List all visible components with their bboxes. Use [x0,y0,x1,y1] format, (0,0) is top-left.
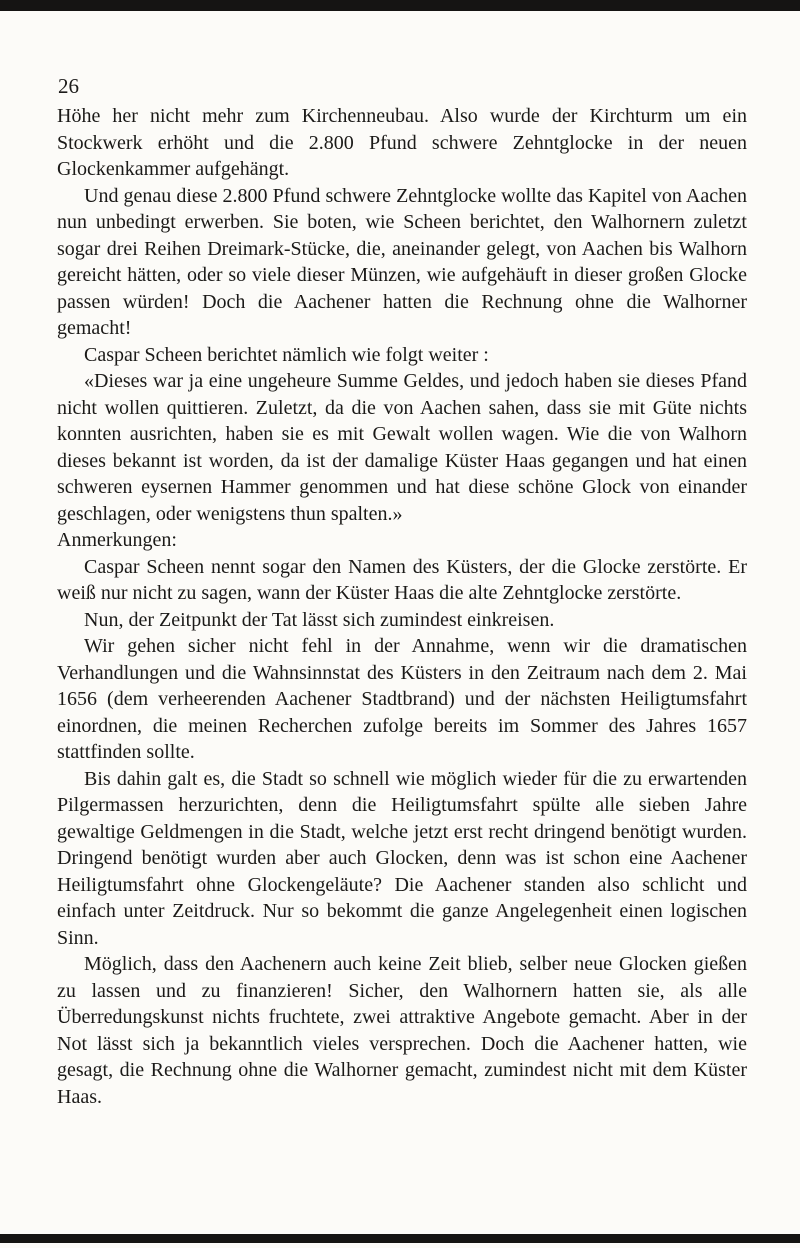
page-text [57,103,747,1110]
annotations-heading: Anmerkungen: [57,529,177,551]
paragraph: Und genau diese 2.800 Pfund schwere Zehntglocke wollte das Kapitel von Aachen nun unbedingt erwerben. Sie boten, wie Scheen berichtet, den Walhornern zuletzt sogar drei Reihen Dreimark-Stücke, die, aneinander gelegt, von Aachen bis Walhorn gereicht hätten, oder so viele dieser Münzen, wie aufgehäuft in dieser großen Glocke passen würden! Doch die Aachener hatten die Rechnung ohne die Walhorner gemacht! [57,184,747,339]
paragraph: Möglich, dass den Aachenern auch keine Zeit blieb, selber neue Glocken gießen zu lassen und zu finanzieren! Sicher, den Walhornern hatten sie, als alle Überredungskunst nichts fruchtete, zwei attraktive Angebote gemacht. Aber in der Not lässt sich ja bekanntlich vieles versprechen. Doch die Aachener hatten, wie gesagt, die Rechnung ohne die Walhorner gemacht, zumindest nicht mit dem Küster Haas. [57,953,747,1108]
paragraph: Caspar Scheen nennt sogar den Namen des Küsters, der die Glocke zerstörte. Er weiß nur nicht zu sagen, wann der Küster Haas die alte Zehntglocke zerstörte. [57,555,747,604]
paragraph-continuation: Höhe her nicht mehr zum Kirchenneubau. Also wurde der Kirchturm um ein Stockwerk erhöht und die 2.800 Pfund schwere Zehntglocke in der neuen Glockenkammer aufgehängt. [57,105,747,180]
scan-edge-top [0,0,800,11]
paragraph: Nun, der Zeitpunkt der Tat lässt sich zumindest einkreisen. [84,608,555,631]
page-number: 26 [58,74,79,98]
quote-paragraph: «Dieses war ja eine ungeheure Summe Geldes, und jedoch haben sie dieses Pfand nicht wollen quittieren. Zuletzt, da die von Aachen sahen, dass sie mit Güte nichts konnten ausrichten, haben sie es mit Gewalt wollen wagen. Wie die von Walhorn dieses bekannt ist worden, da ist der damalige Küster Haas gegangen und hat einen schweren eysernen Hammer genommen und hat diese schöne Glock von einander geschlagen, oder wenigstens thun spalten.» [57,370,747,525]
paragraph: Bis dahin galt es, die Stadt so schnell wie möglich wieder für die zu erwartenden Pilgermassen herzurichten, denn die Heiligtumsfahrt spülte alle sieben Jahre gewaltige Geldmengen in die Stadt, welche jetzt erst recht dringend benötigt wurden. Dringend benötigt wurden aber auch Glocken, denn was ist schon eine Aachener Heiligtumsfahrt ohne Glockengeläute? Die Aachener standen also schlicht und einfach unter Zeitdruck. Nur so bekommt die ganze Angelegenheit einen logischen Sinn. [57,767,747,949]
scan-edge-bottom [0,1234,800,1243]
paragraph: Wir gehen sicher nicht fehl in der Annahme, wenn wir die dramatischen Verhandlungen und die Wahnsinnstat des Küsters in den Zeitraum nach dem 2. Mai 1656 (dem verheerenden Aachener Stadtbrand) und der nächsten Heiligtumsfahrt einordnen, die meinen Recherchen zufolge bereits im Sommer des Jahres 1657 stattfinden sollte. [57,635,747,763]
paragraph: Caspar Scheen berichtet nämlich wie folgt weiter : [84,343,489,366]
